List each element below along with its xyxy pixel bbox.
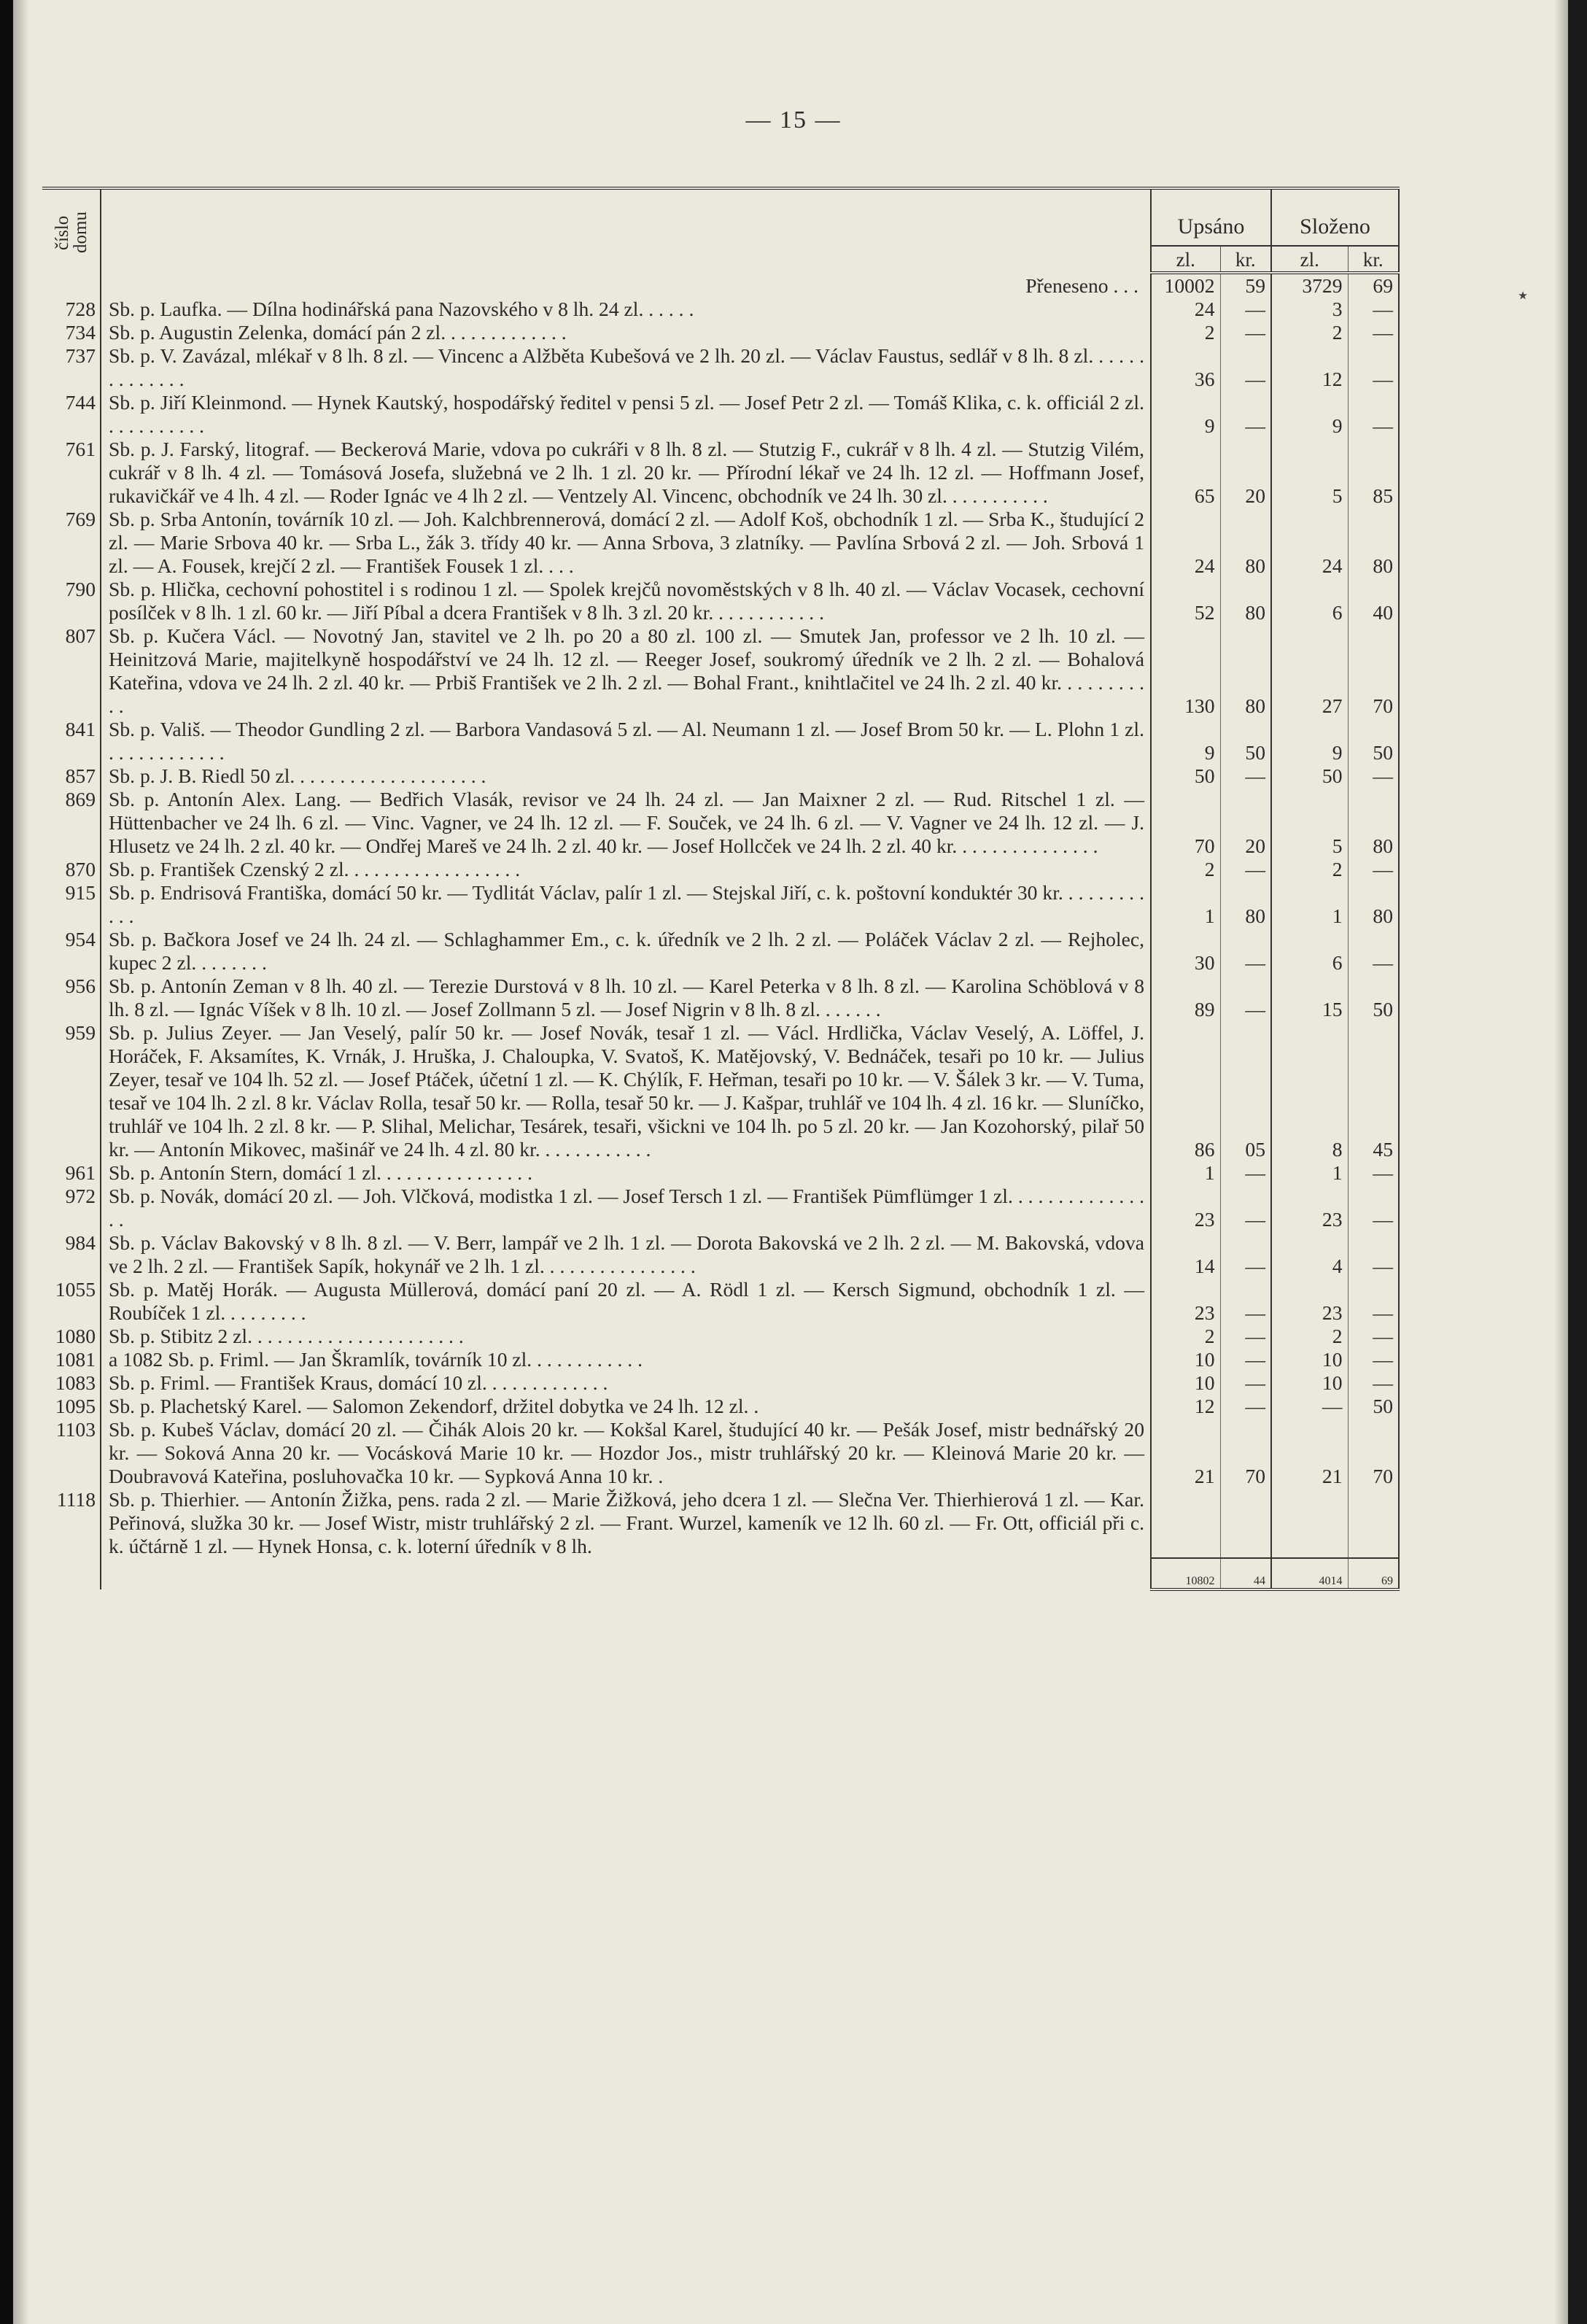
entry-text: Sb. p. V. Zavázal, mlékař v 8 lh. 8 zl. — Vincenc a Alžběta Kubešová ve 2 lh. 20 zl. — Václav Faustus, sedlář v 8 lh. 8 zl. . . . . . . . . . . . . . (101, 344, 1151, 391)
ledger-entry-row (42, 578, 1399, 624)
house-number: 737 (42, 344, 101, 391)
house-number: 807 (42, 624, 101, 718)
subscribed-kr: — (1220, 1231, 1271, 1278)
stray-mark: ٭ (1518, 284, 1529, 306)
ledger-entry-row (42, 881, 1399, 928)
total-label (101, 1558, 1151, 1589)
subscribed-kr: — (1220, 391, 1271, 438)
deposited-zl: 12 (1271, 344, 1348, 391)
subscribed-zl-header: zl. (1151, 246, 1220, 273)
ledger-entry-row (42, 1348, 1399, 1371)
deposited-kr: — (1348, 1371, 1399, 1395)
subscribed-kr: — (1220, 1278, 1271, 1325)
subscribed-kr: — (1220, 344, 1271, 391)
carry-over-subscribed-kr: 59 (1220, 273, 1271, 298)
subscribed-kr-header: kr. (1220, 246, 1271, 273)
subscribed-zl: 10 (1151, 1348, 1220, 1371)
deposited-kr: 50 (1348, 718, 1399, 764)
donation-ledger (42, 187, 1399, 1591)
ledger-entry-row (42, 1418, 1399, 1488)
entry-text: Sb. p. Plachetský Karel. — Salomon Zekendorf, držitel dobytka ve 24 lh. 12 zl. . (101, 1395, 1151, 1418)
deposited-zl: 15 (1271, 975, 1348, 1021)
subscribed-kr: — (1220, 858, 1271, 881)
scan-edge-left (0, 0, 13, 2324)
deposited-kr: — (1348, 764, 1399, 788)
deposited-zl: 5 (1271, 438, 1348, 508)
deposited-kr: 45 (1348, 1021, 1399, 1161)
carry-over-row (42, 273, 1399, 298)
subscribed-kr: — (1220, 321, 1271, 344)
deposited-kr: 85 (1348, 438, 1399, 508)
subscribed-kr: 20 (1220, 788, 1271, 858)
ledger-entry-row (42, 788, 1399, 858)
deposited-zl: 2 (1271, 1325, 1348, 1348)
subscribed-zl: 36 (1151, 344, 1220, 391)
house-number: 1080 (42, 1325, 101, 1348)
deposited-zl-header: zl. (1271, 246, 1348, 273)
entry-text: Sb. p. Julius Zeyer. — Jan Veselý, palír 50 kr. — Josef Novák, tesař 1 zl. — Václ. Hrdlička, Václav Veselý, A. Löffel, J. Horáček, F. Aksamítes, K. Vrnák, J. Hruška, J. Chaloupka, V. Svatoš, K. Matějovský, V. Bednáček, tesaři po 10 kr. — Julius Zeyer, tesař ve 104 lh. 52 zl. — Josef Ptáček, účetní 1 zl. — K. Chýlík, F. Heřman, tesaři po 10 kr. — V. Šálek 3 kr. — V. Tuma, tesař ve 104 lh. 2 zl. 8 kr. Václav Rolla, tesař 50 kr. — Rolla, tesař 50 kr. — J. Kašpar, truhlář ve 104 lh. 4 zl. 16 kr. — Sluníčko, truhlář ve 104 lh. 2 zl. 8 kr. — P. Slihal, Melichar, Tesárek, tesaři, všickni ve 104 lh. po 5 zl. 20 kr. — Jan Kozohorský, pilař 50 kr. — Antonín Mikovec, mašinář ve 24 lh. 4 zl. 80 kr. . . . . . . . . . . . (101, 1021, 1151, 1161)
house-number: 1118 (42, 1488, 101, 1558)
deposited-zl: 27 (1271, 624, 1348, 718)
house-number: 728 (42, 298, 101, 321)
entry-text: Sb. p. Antonín Zeman v 8 lh. 40 zl. — Terezie Durstová v 8 lh. 10 zl. — Karel Peterka v 8 lh. 8 zl. — Karolina Schöblová v 8 lh. 8 zl. — Ignác Víšek v 8 lh. 10 zl. — Josef Zollmann 5 zl. — Josef Nigrin v 8 lh. 8 zl. . . . . . . (101, 975, 1151, 1021)
subscribed-kr: 70 (1220, 1418, 1271, 1488)
entry-text: Sb. p. Antonín Stern, domácí 1 zl. . . . . . . . . . . . . . . . (101, 1161, 1151, 1185)
ledger-entry-row (42, 1021, 1399, 1161)
subscribed-kr (1220, 1488, 1271, 1558)
entry-text: Sb. p. Laufka. — Dílna hodinářská pana Nazovského v 8 lh. 24 zl. . . . . . (101, 298, 1151, 321)
carry-over-subscribed-zl: 10002 (1151, 273, 1220, 298)
ledger-entry-row (42, 438, 1399, 508)
subscribed-kr: 80 (1220, 508, 1271, 578)
deposited-zl: 10 (1271, 1371, 1348, 1395)
house-number: 790 (42, 578, 101, 624)
subscribed-kr: — (1220, 1161, 1271, 1185)
deposited-zl: 6 (1271, 928, 1348, 975)
house-number: 984 (42, 1231, 101, 1278)
ledger-entry-row (42, 718, 1399, 764)
entry-text: Sb. p. Vališ. — Theodor Gundling 2 zl. — Barbora Vandasová 5 zl. — Al. Neumann 1 zl. — Josef Brom 50 kr. — L. Plohn 1 zl. . . . . . . . . . . . . (101, 718, 1151, 764)
entry-text: Sb. p. J. B. Riedl 50 zl. . . . . . . . . . . . . . . . . . . . (101, 764, 1151, 788)
ledger-entry-row (42, 624, 1399, 718)
entry-text: Sb. p. František Czenský 2 zl. . . . . . . . . . . . . . . . . . (101, 858, 1151, 881)
deposited-zl: 4 (1271, 1231, 1348, 1278)
entry-text: Sb. p. Thierhier. — Antonín Žižka, pens. rada 2 zl. — Marie Žižková, jeho dcera 1 zl. — Slečna Ver. Thierhierová 1 zl. — Kar. Peřinová, služka 30 kr. — Josef Wistr, mistr truhlářský 2 zl. — Frant. Wurzel, kameník ve 12 lh. 60 zl. — Fr. Ott, officiál při c. k. účtárně 1 zl. — Hynek Honsa, c. k. loterní úředník v 8 lh. (101, 1488, 1151, 1558)
deposited-kr: 80 (1348, 788, 1399, 858)
house-number: 744 (42, 391, 101, 438)
house-number: 734 (42, 321, 101, 344)
subscribed-kr: 80 (1220, 624, 1271, 718)
entry-text: Sb. p. Matěj Horák. — Augusta Müllerová, domácí paní 20 zl. — A. Rödl 1 zl. — Kersch Sigmund, obchodník 1 zl. — Roubíček 1 zl. . . . . . . . . (101, 1278, 1151, 1325)
ledger-entry-row (42, 1325, 1399, 1348)
description-header (101, 188, 1151, 273)
ledger-table (42, 187, 1400, 1591)
deposited-kr: — (1348, 928, 1399, 975)
deposited-kr: 40 (1348, 578, 1399, 624)
deposited-kr: 80 (1348, 508, 1399, 578)
ledger-entry-row (42, 321, 1399, 344)
subscribed-kr: 80 (1220, 578, 1271, 624)
subscribed-kr: 50 (1220, 718, 1271, 764)
ledger-entry-row (42, 1161, 1399, 1185)
entry-text: a 1082 Sb. p. Friml. — Jan Škramlík, továrník 10 zl. . . . . . . . . . . . (101, 1348, 1151, 1371)
deposited-zl: 23 (1271, 1278, 1348, 1325)
ledger-entry-row (42, 1488, 1399, 1558)
subscribed-zl: 23 (1151, 1185, 1220, 1231)
deposited-zl: 6 (1271, 578, 1348, 624)
house-number: 1083 (42, 1371, 101, 1395)
total-subscribed-zl: 10802 (1151, 1558, 1220, 1589)
house-number: 869 (42, 788, 101, 858)
house-number: 1055 (42, 1278, 101, 1325)
deposited-kr (1348, 1488, 1399, 1558)
deposited-zl: 24 (1271, 508, 1348, 578)
ledger-entry-row (42, 298, 1399, 321)
entry-text: Sb. p. Friml. — František Kraus, domácí 10 zl. . . . . . . . . . . . . (101, 1371, 1151, 1395)
ledger-entry-row (42, 1231, 1399, 1278)
deposited-kr-header: kr. (1348, 246, 1399, 273)
subscribed-zl (1151, 1488, 1220, 1558)
ledger-entry-row (42, 764, 1399, 788)
house-number: 841 (42, 718, 101, 764)
entry-text: Sb. p. Bačkora Josef ve 24 lh. 24 zl. — Schlaghammer Em., c. k. úředník ve 2 lh. 2 zl. — Poláček Václav 2 zl. — Rejholec, kupec 2 zl. . . . . . . . (101, 928, 1151, 975)
entry-text: Sb. p. Hlička, cechovní pohostitel i s rodinou 1 zl. — Spolek krejčů novoměstských v 8 lh. 40 zl. — Václav Vocasek, cechovní posílček v 8 lh. 1 zl. 60 kr. — Jiří Píbal a dcera František v 8 lh. 3 zl. 20 kr. . . . . . . . . . . . (101, 578, 1151, 624)
ledger-entry-row (42, 391, 1399, 438)
ledger-entry-row (42, 344, 1399, 391)
house-number: 870 (42, 858, 101, 881)
total-row (42, 1558, 1399, 1589)
subscribed-zl: 30 (1151, 928, 1220, 975)
deposited-zl: 8 (1271, 1021, 1348, 1161)
deposited-header: Složeno (1271, 188, 1399, 246)
deposited-kr: — (1348, 1161, 1399, 1185)
entry-text: Sb. p. Antonín Alex. Lang. — Bedřich Vlasák, revisor ve 24 lh. 24 zl. — Jan Maixner 2 zl. — Rud. Ritschel 1 zl. — Hüttenbacher ve 24 lh. 6 zl. — Vinc. Vagner, ve 24 lh. 12 zl. — F. Souček, ve 24 lh. 6 zl. — V. Vagner ve 24 lh. 12 zl. — J. Hlusetz ve 24 lh. 2 zl. 40 kr. — Ondřej Mareš ve 24 lh. 2 zl. 40 kr. — Josef Hollcček ve 24 lh. 2 zl. 40 kr. . . . . . . . . . . . . . . (101, 788, 1151, 858)
subscribed-zl: 23 (1151, 1278, 1220, 1325)
entry-text: Sb. p. Kučera Václ. — Novotný Jan, stavitel ve 2 lh. po 20 a 80 zl. 100 zl. — Smutek Jan, professor ve 2 lh. 10 zl. — Heinitzová Marie, majitelkyně hospodářství ve 24 lh. 12 zl. — Reeger Josef, soukromý úředník ve 2 lh. 2 zl. — Bohalová Kateřina, vdova ve 24 lh. 2 zl. 40 kr. — Prbiš František ve 2 lh. 2 zl. — Bohal Frant., knihtlačitel ve 24 lh. 2 zl. 40 kr. . . . . . . . . . . (101, 624, 1151, 718)
deposited-kr: — (1348, 858, 1399, 881)
total-deposited-zl: 4014 (1271, 1558, 1348, 1589)
ledger-body (42, 273, 1399, 1558)
subscribed-zl: 70 (1151, 788, 1220, 858)
ledger-entry-row (42, 928, 1399, 975)
house-number: 956 (42, 975, 101, 1021)
subscribed-zl: 50 (1151, 764, 1220, 788)
subscribed-kr: — (1220, 1325, 1271, 1348)
deposited-zl: — (1271, 1395, 1348, 1418)
deposited-kr: — (1348, 298, 1399, 321)
house-number: 972 (42, 1185, 101, 1231)
deposited-kr: — (1348, 344, 1399, 391)
subscribed-kr: — (1220, 975, 1271, 1021)
ledger-entry-row (42, 858, 1399, 881)
ledger-entry-row (42, 1371, 1399, 1395)
total-subscribed-kr: 44 (1220, 1558, 1271, 1589)
entry-text: Sb. p. Srba Antonín, továrník 10 zl. — Joh. Kalchbrennerová, domácí 2 zl. — Adolf Koš, obchodník 1 zl. — Srba K., študující 2 zl. — Marie Srbova 40 kr. — Srba L., žák 3. třídy 40 kr. — Anna Srbova, 3 zlatníky. — Pavlína Srbová 2 zl. — Joh. Srbová 1 zl. — A. Fousek, krejčí 2 zl. — František Fousek 1 zl. . . . (101, 508, 1151, 578)
deposited-zl: 50 (1271, 764, 1348, 788)
entry-text: Sb. p. Augustin Zelenka, domácí pán 2 zl. . . . . . . . . . . . . (101, 321, 1151, 344)
subscribed-kr: 80 (1220, 881, 1271, 928)
deposited-kr: 80 (1348, 881, 1399, 928)
ledger-entry-row (42, 1185, 1399, 1231)
subscribed-kr: — (1220, 928, 1271, 975)
entry-text: Sb. p. Jiří Kleinmond. — Hynek Kautský, hospodářský ředitel v pensi 5 zl. — Josef Petr 2 zl. — Tomáš Klika, c. k. officiál 2 zl. . . . . . . . . . . (101, 391, 1151, 438)
entry-text: Sb. p. J. Farský, litograf. — Beckerová Marie, vdova po cukráři v 8 lh. 8 zl. — Stutzig F., cukrář v 8 lh. 4 zl. — Stutzig Vilém, cukrář v 8 lh. 4 zl. — Tomásová Josefa, služebná ve 2 lh. 1 zl. 20 kr. — Přírodní lékař ve 24 lh. 12 zl. — Hoffmann Josef, rukavičkář ve 4 lh. 4 zl. — Roder Ignác ve 4 lh 2 zl. — Ventzely Al. Vincenc, obchodník ve 24 lh. 30 zl. . . . . . . . . . . (101, 438, 1151, 508)
house-number: 857 (42, 764, 101, 788)
deposited-kr: — (1348, 1348, 1399, 1371)
subscribed-zl: 10 (1151, 1371, 1220, 1395)
deposited-kr: 50 (1348, 1395, 1399, 1418)
deposited-zl: 2 (1271, 321, 1348, 344)
deposited-zl: 21 (1271, 1418, 1348, 1488)
house-number: 1095 (42, 1395, 101, 1418)
entry-text: Sb. p. Stibitz 2 zl. . . . . . . . . . . . . . . . . . . . . . (101, 1325, 1151, 1348)
deposited-zl: 9 (1271, 718, 1348, 764)
house-number: 769 (42, 508, 101, 578)
ledger-entry-row (42, 975, 1399, 1021)
subscribed-kr: — (1220, 298, 1271, 321)
subscribed-zl: 2 (1151, 321, 1220, 344)
deposited-kr: 70 (1348, 1418, 1399, 1488)
subscribed-zl: 86 (1151, 1021, 1220, 1161)
page-number: — 15 — (745, 106, 842, 133)
total-deposited-kr: 69 (1348, 1558, 1399, 1589)
house-number: 961 (42, 1161, 101, 1185)
subscribed-zl: 9 (1151, 718, 1220, 764)
deposited-zl: 10 (1271, 1348, 1348, 1371)
deposited-zl: 5 (1271, 788, 1348, 858)
ledger-entry-row (42, 1278, 1399, 1325)
carry-over-deposited-kr: 69 (1348, 273, 1399, 298)
subscribed-zl: 130 (1151, 624, 1220, 718)
subscribed-zl: 21 (1151, 1418, 1220, 1488)
subscribed-zl: 89 (1151, 975, 1220, 1021)
deposited-zl (1271, 1488, 1348, 1558)
deposited-zl: 23 (1271, 1185, 1348, 1231)
entry-text: Sb. p. Endrisová Františka, domácí 50 kr. — Tydlitát Václav, palír 1 zl. — Stejskal Jiří, c. k. poštovní konduktér 30 kr. . . . . . . . . . . . (101, 881, 1151, 928)
subscribed-header: Upsáno (1151, 188, 1271, 246)
deposited-zl: 1 (1271, 1161, 1348, 1185)
deposited-zl: 9 (1271, 391, 1348, 438)
deposited-kr: — (1348, 1185, 1399, 1231)
subscribed-kr: 20 (1220, 438, 1271, 508)
deposited-zl: 1 (1271, 881, 1348, 928)
carry-over-num (42, 273, 101, 298)
house-number: 954 (42, 928, 101, 975)
entry-text: Sb. p. Václav Bakovský v 8 lh. 8 zl. — V. Berr, lampář ve 2 lh. 1 zl. — Dorota Bakovská ve 2 lh. 2 zl. — M. Bakovská, vdova ve 2 lh. 2 zl. — František Sapík, hokynář ve 2 lh. 1 zl. . . . . . . . . . . . . . . . (101, 1231, 1151, 1278)
deposited-kr: 70 (1348, 624, 1399, 718)
deposited-kr: — (1348, 391, 1399, 438)
subscribed-kr: — (1220, 764, 1271, 788)
house-number: 1103 (42, 1418, 101, 1488)
subscribed-kr: — (1220, 1185, 1271, 1231)
entry-text: Sb. p. Kubeš Václav, domácí 20 zl. — Čihák Alois 20 kr. — Kokšal Karel, študující 40 kr. — Pešák Josef, mistr bednářský 20 kr. — Soková Anna 20 kr. — Vocásková Marie 10 kr. — Hozdor Jos., mistr truhlářský 20 kr. — Kleinová Marie 20 kr. — Doubravová Kateřina, posluhovačka 10 kr. — Sypková Anna 10 kr. . (101, 1418, 1151, 1488)
carry-over-deposited-zl: 3729 (1271, 273, 1348, 298)
subscribed-zl: 1 (1151, 881, 1220, 928)
subscribed-kr: — (1220, 1395, 1271, 1418)
deposited-zl: 2 (1271, 858, 1348, 881)
entry-text: Sb. p. Novák, domácí 20 zl. — Joh. Vlčková, modistka 1 zl. — Josef Tersch 1 zl. — František Pümflümger 1 zl. . . . . . . . . . . . . . . . (101, 1185, 1151, 1231)
house-number-header: číslo domu (42, 188, 101, 273)
subscribed-zl: 9 (1151, 391, 1220, 438)
scan-edge-right (1568, 0, 1587, 2324)
subscribed-kr: 05 (1220, 1021, 1271, 1161)
carry-over-label: Přeneseno . . . (101, 273, 1151, 298)
subscribed-zl: 65 (1151, 438, 1220, 508)
house-number: 761 (42, 438, 101, 508)
subscribed-zl: 52 (1151, 578, 1220, 624)
subscribed-zl: 24 (1151, 508, 1220, 578)
house-number: 959 (42, 1021, 101, 1161)
subscribed-zl: 24 (1151, 298, 1220, 321)
subscribed-zl: 14 (1151, 1231, 1220, 1278)
subscribed-zl: 1 (1151, 1161, 1220, 1185)
ledger-entry-row (42, 1395, 1399, 1418)
ledger-entry-row (42, 508, 1399, 578)
house-number: 915 (42, 881, 101, 928)
subscribed-zl: 2 (1151, 1325, 1220, 1348)
subscribed-zl: 2 (1151, 858, 1220, 881)
deposited-kr: — (1348, 1231, 1399, 1278)
deposited-zl: 3 (1271, 298, 1348, 321)
subscribed-kr: — (1220, 1371, 1271, 1395)
house-number: 1081 (42, 1348, 101, 1371)
deposited-kr: 50 (1348, 975, 1399, 1021)
subscribed-zl: 12 (1151, 1395, 1220, 1418)
deposited-kr: — (1348, 321, 1399, 344)
total-num (42, 1558, 101, 1589)
subscribed-kr: — (1220, 1348, 1271, 1371)
deposited-kr: — (1348, 1325, 1399, 1348)
deposited-kr: — (1348, 1278, 1399, 1325)
